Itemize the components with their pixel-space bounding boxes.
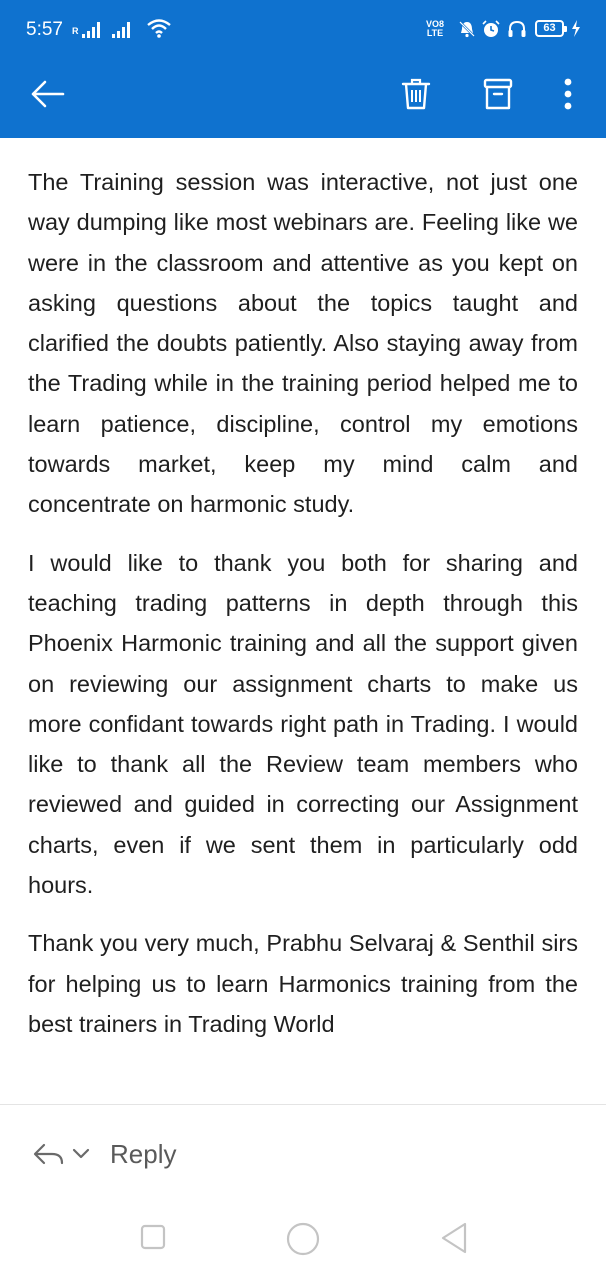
back-arrow-icon (31, 80, 65, 108)
home-icon[interactable] (286, 1222, 320, 1256)
system-nav-bar (0, 1200, 606, 1280)
trash-icon (401, 77, 431, 111)
more-vert-icon (564, 78, 572, 110)
archive-icon (483, 78, 513, 110)
archive-button[interactable] (470, 66, 526, 122)
status-time: 5:57 (26, 19, 63, 40)
message-paragraph: Thank you very much, Prabhu Selvaraj & Senthil sirs for helping us to learn Harmonics training from the best trainers in Trading World (28, 930, 578, 1037)
roaming-label: R (72, 26, 79, 36)
app-bar (0, 0, 606, 138)
alarm-icon (482, 20, 500, 38)
message-paragraph: I would like to thank you both for sharing and teaching trading patterns in depth through this Phoenix Harmonic training and all the support given on reviewing our assignment charts to make us more confidant towards right path in Trading. I would like to thank all the Review team members who reviewed and guided in correcting our Assignment charts, even if we sent them in particularly odd hours. (28, 549, 578, 899)
volte-top: VO (426, 19, 440, 29)
reply-button[interactable]: Reply (110, 1138, 177, 1169)
divider (0, 1104, 606, 1105)
status-bar (0, 0, 606, 62)
delete-button[interactable] (388, 66, 444, 122)
charging-icon (571, 20, 581, 37)
wifi-icon (146, 18, 172, 38)
volte-indicator (426, 20, 444, 38)
signal-icon (82, 18, 100, 38)
message-body (28, 162, 578, 1104)
volte-bottom: LTE (426, 28, 444, 38)
chevron-down-icon[interactable] (72, 1148, 90, 1160)
mute-icon (458, 20, 476, 38)
recents-icon[interactable] (140, 1224, 166, 1250)
more-options-button[interactable] (540, 66, 596, 122)
reply-icon[interactable] (32, 1141, 66, 1167)
volte-slot: 8 (439, 19, 445, 29)
back-icon[interactable] (440, 1222, 468, 1254)
headset-icon (507, 20, 527, 38)
message-paragraph: The Training session was interactive, not just one way dumping like most webinars are. Feeling like we were in the classroom and attentive as you kept on asking questions about the topics taught and clarified the doubts patiently. Also staying away from the Trading while in the training period helped me to learn patience, discipline, control my emotions towards market, keep my mind calm and concentrate on harmonic study. (28, 169, 578, 518)
signal-icon (112, 18, 130, 38)
reply-bar[interactable] (32, 1134, 176, 1174)
back-button[interactable] (20, 66, 76, 122)
battery-icon: 63 (535, 20, 564, 37)
